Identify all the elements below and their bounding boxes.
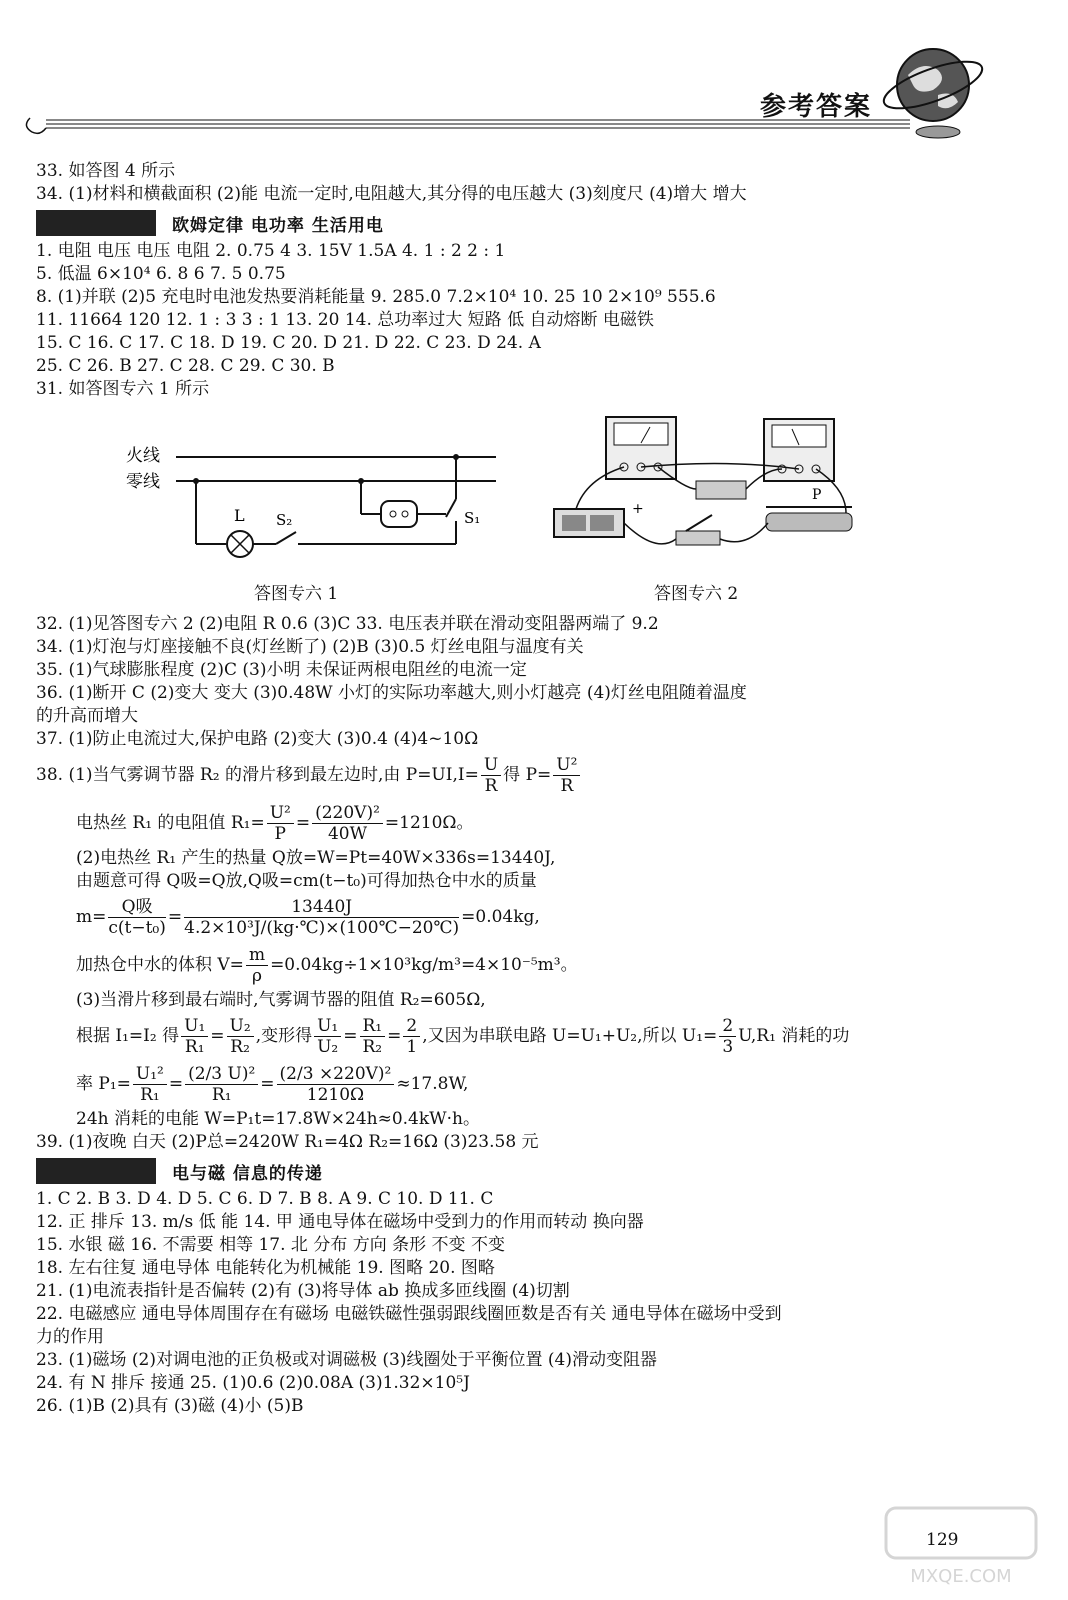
math-text: 得 P=	[503, 765, 552, 785]
answer-line: 5. 低温 6×10⁴ 6. 8 6 7. 5 0.75	[36, 264, 286, 284]
math-text: =0.04kg÷1×10³kg/m³=4×10⁻⁵m³。	[270, 955, 578, 975]
q38-line: 率 P₁= $\frac{\text{U₁²}}{\text{R₁}}$ = $\frac{\text{(2/3 U)²}}{\text{R₁}}$ = $\frac{\text{(2/3 ×220V)²}}{1210\Omega}$ ≈17.8W,	[76, 1064, 469, 1105]
header-title: 参考答案	[760, 92, 873, 122]
fraction	[133, 1064, 167, 1105]
answer-line: 8. (1)并联 (2)5 充电时电池发热要消耗能量 9. 285.0 7.2×10⁴ 10. 25 10 2×10⁹ 555.6	[36, 287, 716, 307]
math-text: ,又因为串联电路 U=U₁+U₂,所以 U₁=	[422, 1026, 718, 1046]
answer-line: 23. (1)磁场 (2)对调电池的正负极或对调磁极 (3)线圈处于平衡位置 (4)滑动变阻器	[36, 1350, 657, 1370]
denominator: 3	[722, 1037, 734, 1057]
math-text: 38. (1)当气雾调节器 R₂ 的滑片移到最左边时,由 P=UI,I=	[36, 765, 479, 785]
fraction	[360, 1016, 386, 1057]
q38-line: (3)当滑片移到最右端时,气雾调节器的阻值 R₂=605Ω,	[76, 990, 486, 1010]
answer-line: 15. 水银 磁 16. 不需要 相等 17. 北 分布 方向 条形 不变 不变	[36, 1235, 505, 1255]
denominator: 1	[406, 1037, 418, 1057]
denominator: R	[560, 776, 574, 796]
switch-s1-icon	[446, 499, 456, 517]
denominator: 1210Ω	[306, 1085, 365, 1105]
denominator: U₂	[317, 1037, 339, 1057]
numerator: U₁²	[133, 1064, 167, 1085]
globe-icon	[878, 40, 988, 140]
numerator: (2/3 ×220V)²	[277, 1064, 395, 1085]
numerator: m	[246, 945, 268, 966]
fraction	[267, 803, 294, 844]
fraction	[403, 1016, 420, 1057]
q38-line: (2)电热丝 R₁ 产生的热量 Q放=W=Pt=40W×336s=13440J,	[76, 848, 556, 868]
watermark-text: MXQE.COM	[910, 1566, 1012, 1587]
section-title: 欧姆定律 电功率 生活用电	[172, 215, 384, 236]
denominator: R₁	[211, 1085, 232, 1105]
slider-p-label: P	[812, 487, 822, 503]
answer-line: 25. C 26. B 27. C 28. C 29. C 30. B	[36, 356, 335, 376]
answer-line: 39. (1)夜晚 白天 (2)P总=2420W R₁=4Ω R₂=16Ω (3)23.58 元	[36, 1132, 539, 1152]
math-text: 电热丝 R₁ 的电阻值 R₁=	[76, 813, 265, 833]
switch-s1-label: S₁	[464, 509, 481, 527]
answer-line: 33. 如答图 4 所示	[36, 161, 176, 181]
math-text: =1210Ω。	[384, 813, 474, 833]
answer-line: 力的作用	[36, 1327, 104, 1347]
math-text: ,变形得	[255, 1026, 313, 1046]
denominator: ρ	[252, 966, 262, 986]
fraction	[553, 755, 580, 796]
fraction	[108, 897, 166, 938]
denominator: c(t−t₀)	[108, 918, 166, 938]
fraction	[277, 1064, 395, 1105]
answer-line: 22. 电磁感应 通电导体周围存在有磁场 电磁铁磁性强弱跟线圈匝数是否有关 通电导体在磁场中受到	[36, 1304, 782, 1324]
answer-line: 1. C 2. B 3. D 4. D 5. C 6. D 7. B 8. A 9. C 10. D 11. C	[36, 1189, 494, 1209]
denominator: R₁	[140, 1085, 160, 1105]
q38-line: 由题意可得 Q吸=Q放,Q吸=cm(t−t₀)可得加热仓中水的质量	[76, 871, 537, 891]
denominator: 4.2×10³J/(kg·℃)×(100℃−20℃)	[184, 918, 460, 938]
answer-line: 24. 有 N 排斥 接通 25. (1)0.6 (2)0.08A (3)1.32×10⁵J	[36, 1373, 470, 1393]
math-text: m=	[76, 907, 107, 927]
page-header	[0, 0, 1068, 160]
math-text: 加热仓中水的体积 V=	[76, 955, 244, 975]
numerator: U²	[267, 803, 294, 824]
answer-line: 34. (1)灯泡与灯座接触不良(灯丝断了) (2)B (3)0.5 灯丝电阻与温度有关	[36, 637, 584, 657]
neutral-wire-label: 零线	[126, 472, 160, 492]
denominator: R	[484, 776, 498, 796]
answer-line: 15. C 16. C 17. C 18. D 19. C 20. D 21. D 22. C 23. D 24. A	[36, 333, 541, 353]
numerator: Q吸	[108, 897, 166, 918]
math-text: =0.04kg,	[461, 907, 540, 927]
section-label-box	[36, 210, 156, 236]
math-text: 根据 I₁=I₂ 得	[76, 1026, 180, 1046]
numerator: (220V)²	[312, 803, 383, 824]
plus-label: +	[632, 501, 644, 517]
switch-icon	[676, 531, 720, 545]
answer-line: 37. (1)防止电流过大,保护电路 (2)变大 (3)0.4 (4)4~10Ω	[36, 729, 479, 749]
denominator: R₂	[230, 1037, 250, 1057]
experiment-apparatus-drawing	[546, 409, 876, 574]
answer-line: 的升高而增大	[36, 706, 138, 726]
denominator: P	[274, 824, 286, 844]
numerator: U²	[553, 755, 580, 776]
circuit-diagram	[116, 429, 506, 569]
answer-line: 35. (1)气球膨胀程度 (2)C (3)小明 未保证两根电阻丝的电流一定	[36, 660, 527, 680]
math-text: 率 P₁=	[76, 1074, 131, 1094]
numerator: 2	[403, 1016, 420, 1037]
denominator: 40W	[327, 824, 368, 844]
answer-line: 18. 左右往复 通电导体 电能转化为机械能 19. 图略 20. 图略	[36, 1258, 495, 1278]
q38-line	[36, 751, 1026, 799]
fraction	[227, 1016, 254, 1057]
numerator: (2/3 U)²	[185, 1064, 258, 1085]
section-title: 电与磁 信息的传递	[172, 1163, 323, 1184]
figures-row	[36, 409, 1026, 609]
figure-caption: 答图专六 2	[654, 584, 739, 604]
fraction	[314, 1016, 341, 1057]
q38-line: 24h 消耗的电能 W=P₁t=17.8W×24h≈0.4kW·h。	[76, 1109, 480, 1129]
fraction	[184, 897, 459, 938]
page-number: 129	[926, 1530, 959, 1550]
answer-line: 1. 电阻 电压 电压 电阻 2. 0.75 4 3. 15V 1.5A 4. 1 : 2 2 : 1	[36, 241, 506, 261]
answer-line: 26. (1)B (2)具有 (3)磁 (4)小 (5)B	[36, 1396, 304, 1416]
q38-line: 电热丝 R₁ 的电阻值 R₁= $\frac{\text{U²}}{P}$ = $\frac{\text{(220V)²}}{40W}$ =1210Ω。	[76, 803, 474, 844]
switch-s2-icon	[276, 532, 296, 544]
answer-line: 31. 如答图专六 1 所示	[36, 379, 210, 399]
answer-line: 36. (1)断开 C (2)变大 变大 (3)0.48W 小灯的实际功率越大,则小灯越亮 (4)灯丝电阻随着温度	[36, 683, 747, 703]
socket-icon	[381, 501, 417, 527]
numerator: U₁	[181, 1016, 208, 1037]
numerator: R₁	[360, 1016, 386, 1037]
math-text: ≈17.8W,	[396, 1074, 469, 1094]
q38-line: 根据 I₁=I₂ 得 $\frac{\text{U₁}}{\text{R₁}}$ = $\frac{\text{U₂}}{\text{R₂}}$ ,变形得 $\frac{\text{U₁}}{\text{U₂}}$ = $\frac{\text{R₁}}{\text{R₂}}$ = $\frac{2}{1}$ ,又因为串联电路 U=U₁+U₂,所以 U₁= $\frac{2}{3}$ U,R₁ 消耗的功	[76, 1016, 850, 1057]
live-wire-label: 火线	[126, 446, 160, 466]
fraction	[246, 945, 268, 986]
fraction	[185, 1064, 258, 1105]
section-heading	[36, 208, 1026, 238]
fraction	[481, 755, 501, 796]
lamp-label: L	[234, 506, 245, 525]
section-label-box	[36, 1158, 156, 1184]
numerator: U	[481, 755, 501, 776]
answer-line: 11. 11664 120 12. 1 : 3 3 : 1 13. 20 14. 总功率过大 短路 低 自动熔断 电磁铁	[36, 310, 654, 330]
answer-line: 34. (1)材料和横截面积 (2)能 电流一定时,电阻越大,其分得的电压越大 (3)刻度尺 (4)增大 增大	[36, 184, 747, 204]
lamp-holder-icon	[696, 481, 746, 499]
numerator: U₂	[227, 1016, 254, 1037]
answer-line: 21. (1)电流表指针是否偏转 (2)有 (3)将导体 ab 换成多匝线圈 (4)切割	[36, 1281, 570, 1301]
numerator: 13440J	[184, 897, 459, 918]
q38-line	[36, 941, 1026, 989]
section-heading	[36, 1156, 1026, 1186]
rheostat-icon	[766, 513, 852, 531]
math-text: U,R₁ 消耗的功	[738, 1026, 850, 1046]
fraction	[181, 1016, 208, 1057]
answer-line: 32. (1)见答图专六 2 (2)电阻 R 0.6 (3)C 33. 电压表并联在滑动变阻器两端了 9.2	[36, 614, 659, 634]
numerator: U₁	[314, 1016, 341, 1037]
denominator: R₂	[362, 1037, 383, 1057]
q38-line: m= $\frac{\text{Q吸}}{\text{c(t−t₀)}}$ = $\frac{13440J}{\text{4.2×10³J/(kg·℃)×(100℃−20℃)}}$ =0.04kg,	[76, 897, 540, 938]
figure-caption: 答图专六 1	[254, 584, 339, 604]
denominator: R₁	[184, 1037, 205, 1057]
answer-content	[36, 160, 1026, 1418]
numerator: 2	[719, 1016, 736, 1037]
switch-s2-label: S₂	[276, 511, 293, 529]
answer-line: 12. 正 排斥 13. m/s 低 能 14. 甲 通电导体在磁场中受到力的作用而转动 换向器	[36, 1212, 644, 1232]
fraction	[719, 1016, 736, 1057]
fraction	[312, 803, 383, 844]
watermark-logo	[876, 1500, 1046, 1590]
